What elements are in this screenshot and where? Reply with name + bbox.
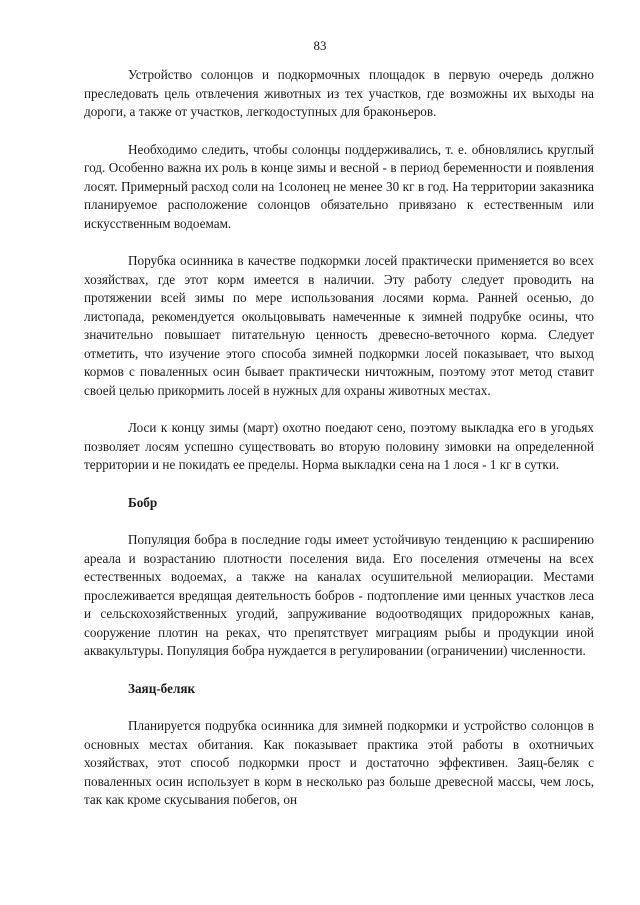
- page-body: [84, 66, 594, 829]
- section-heading-beaver: Бобр: [128, 494, 158, 510]
- page-number: 83: [313, 38, 327, 53]
- paragraph: Порубка осинника в качестве подкормки лосей практически применяется во всех хозяйствах, где этот корм имеется в наличии. Эту работу следует проводить на протяжении всей зимы по мере использования лосями корма. Ранней осенью, до листопада, рекомендуется окольцовывать намеченные к зимней подрубке осины, что значительно повышает питательную ценность древесно-веточного корма. Следует отметить, что изучение этого способа зимней подкормки лосей показывает, что выход кормов с поваленных осин бывает практически ничтожным, поэтому этот метод ставит своей целью прикормить лосей в нужных для охраны животных местах.: [84, 253, 594, 398]
- paragraph: Необходимо следить, чтобы солонцы поддерживались, т. е. обновлялись круглый год. Особенно важна их роль в конце зимы и весной - в период беременности и появления лосят. Примерный расход соли на 1солонец не менее 30 кг в год. На территории заказника планируемое расположение солонцов обязательно привязано к естественным или искусственным водоемам.: [84, 141, 594, 231]
- section-heading-hare: Заяц-беляк: [128, 680, 196, 696]
- paragraph: Лоси к концу зимы (март) охотно поедают сено, поэтому выкладка его в угодьях позволяет лосям успешно существовать во вторую половину зимовки на определенной территории и не покидать ее пределы. Норма выкладки сена на 1 лося - 1 кг в сутки.: [84, 420, 594, 472]
- paragraph: Популяция бобра в последние годы имеет устойчивую тенденцию к расширению ареала и возрастанию плотности поселения вида. Его поселения отмечены на всех естественных водоемах, а также на каналах осушительной мелиорации. Местами прослеживается вредящая деятельность бобров - подтопление ими ценных участков леса и сельскохозяйственных угодий, запруживание водоотводящих придорожных канав, сооружение плотин на реках, что препятствует миграциям рыбы и продукции иной аквакультуры. Популяция бобра нуждается в регулировании (ограничении) численности.: [84, 532, 594, 658]
- paragraph: Устройство солонцов и подкормочных площадок в первую очередь должно преследовать цель отвлечения животных из тех участков, где возможны их выходы на дороги, а также от участков, легкодоступных для браконьеров.: [84, 67, 594, 119]
- paragraph: Планируется подрубка осинника для зимней подкормки и устройство солонцов в основных местах обитания. Как показывает практика этой работы в охотничьих хозяйствах, этот способ подкормки прост и достаточно эффективен. Заяц-беляк с поваленных осин использует в корм в несколько раз больше древесной массы, чем лось, так как кроме скусывания побегов, он: [84, 718, 594, 807]
